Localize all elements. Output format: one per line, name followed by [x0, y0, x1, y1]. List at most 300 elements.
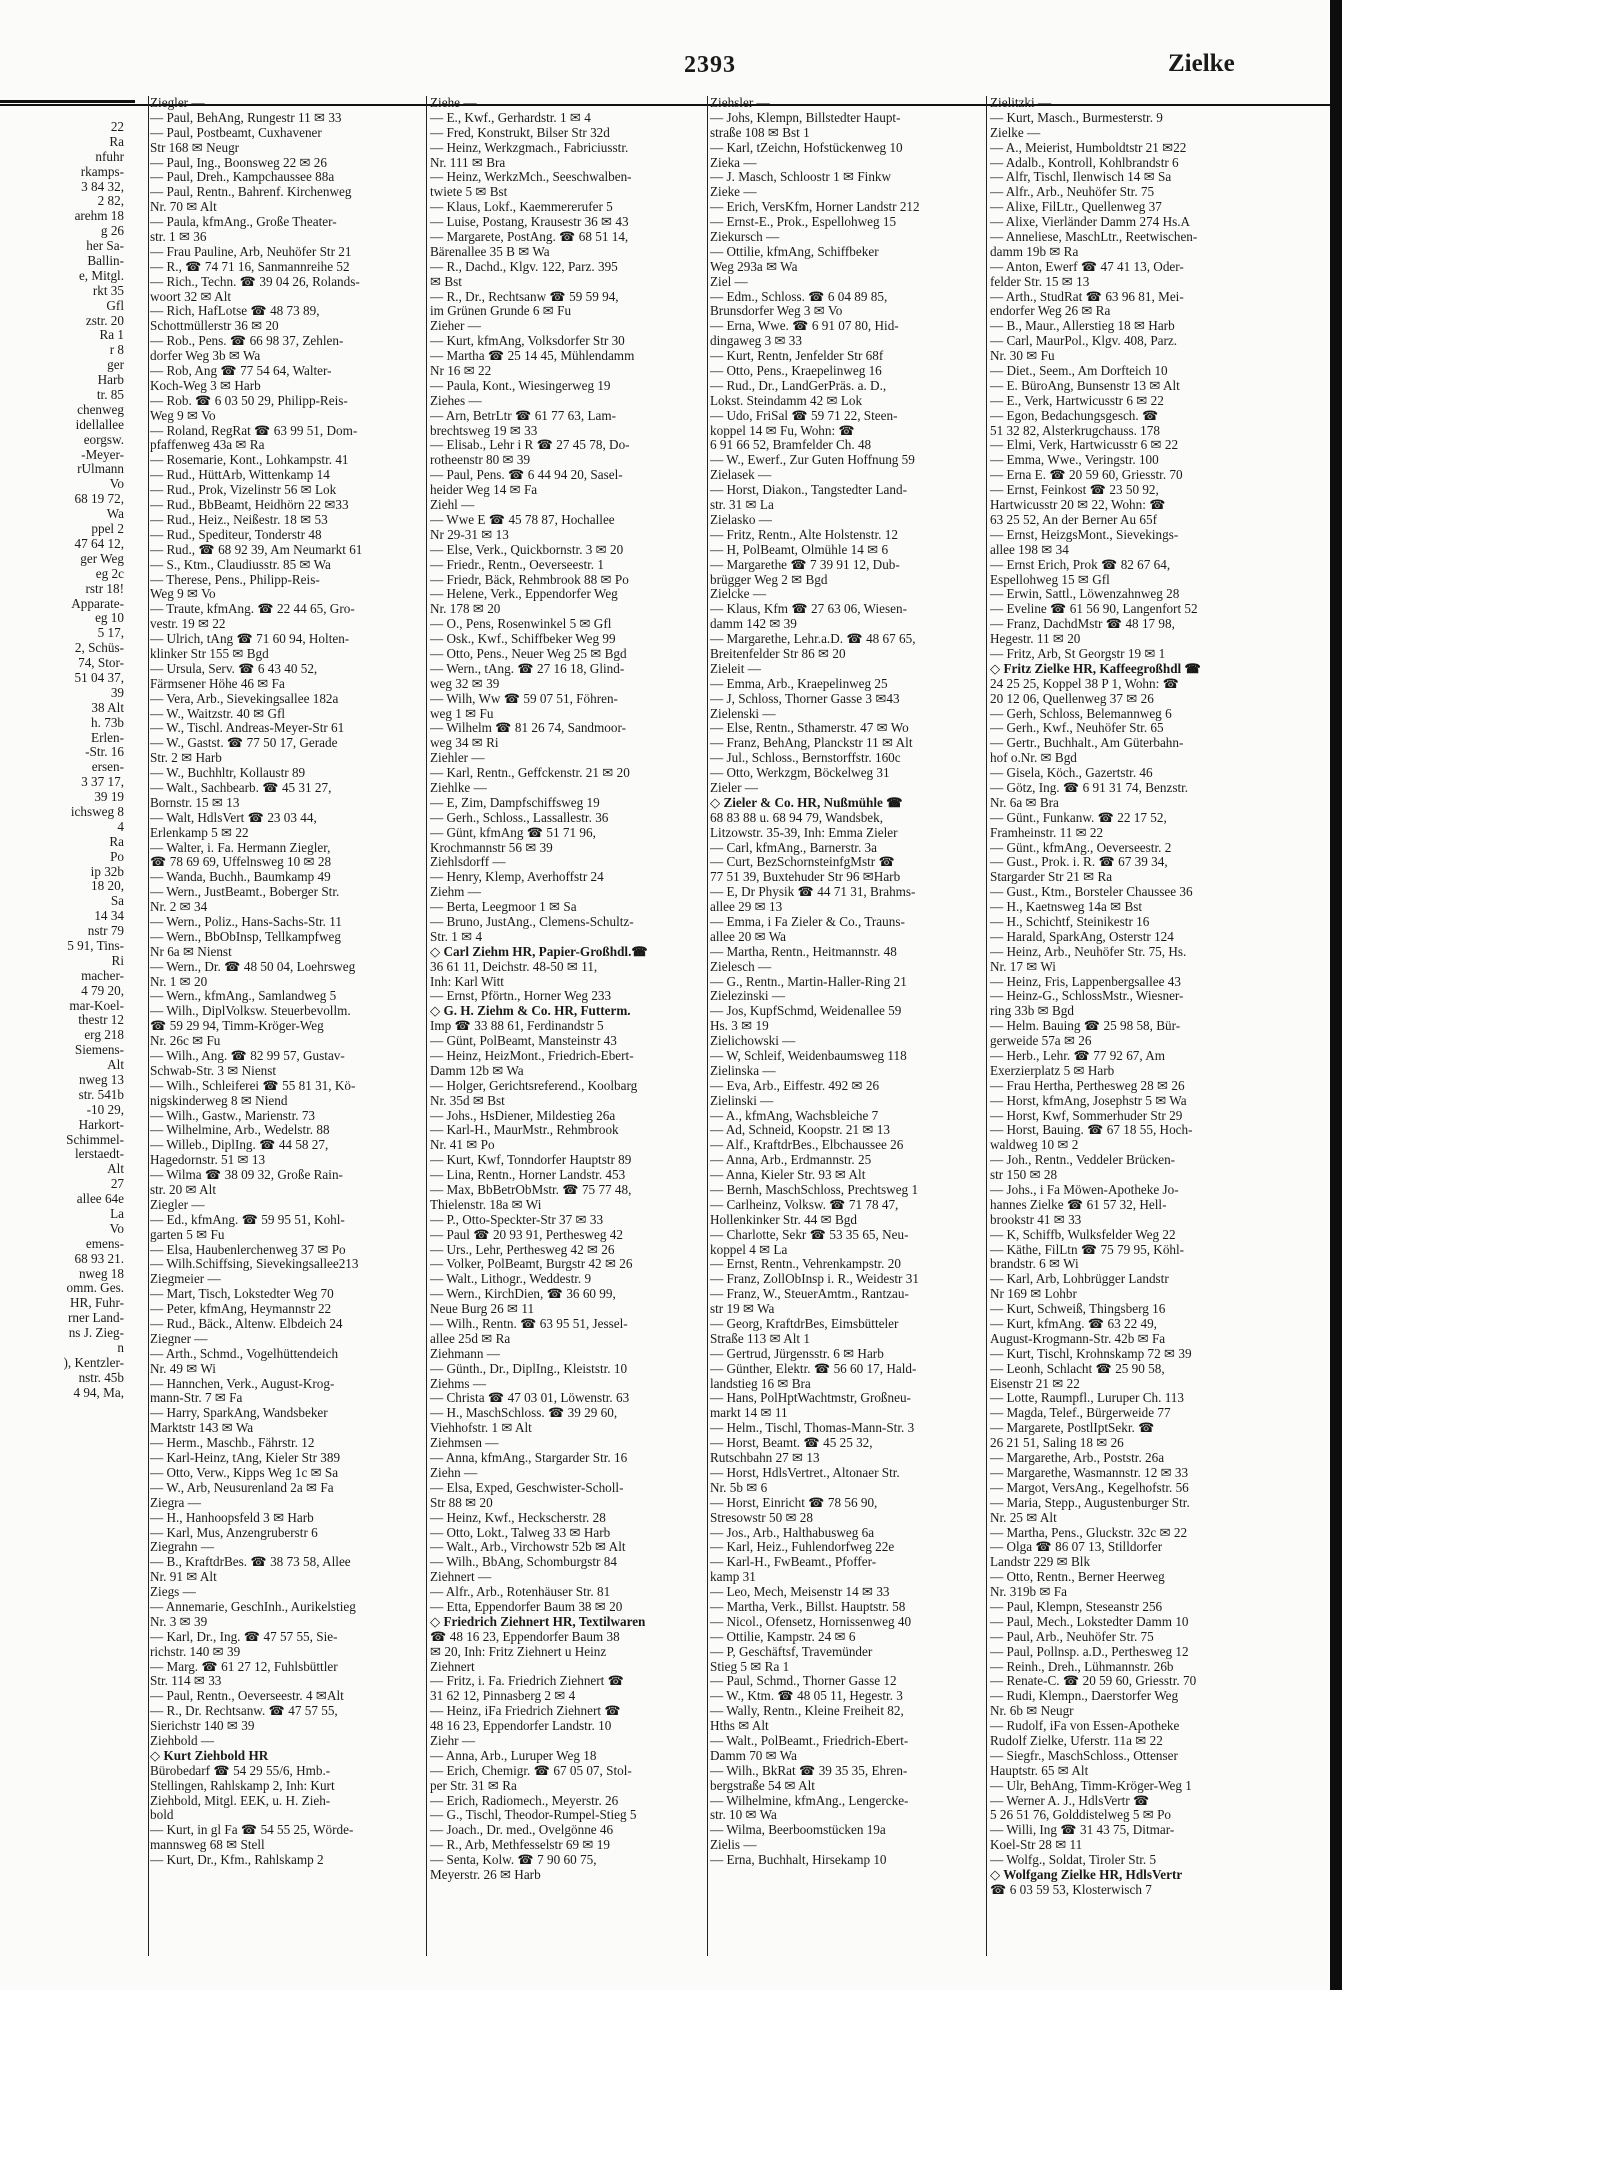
- directory-entry: — Margarethe, Lehr.a.D. ☎ 48 67 65,: [710, 631, 916, 647]
- directory-entry: — Karl-Heinz, tAng, Kieler Str 389: [150, 1450, 341, 1466]
- directory-entry: — Paula, kfmAng., Große Theater-: [150, 214, 337, 230]
- surname-heading: Zielenski —: [710, 705, 776, 721]
- directory-entry: — R., Arb, Methfesselstr 69 ✉ 19: [430, 1837, 610, 1853]
- directory-entry: Hauptstr. 65 ✉ Alt: [990, 1762, 1089, 1778]
- fragment-line: Harb: [97, 372, 124, 388]
- directory-entry: Erlenkamp 5 ✉ 22: [150, 824, 249, 840]
- fragment-line: Apparate-: [71, 595, 124, 611]
- fragment-line: 4 94, Ma,: [73, 1384, 124, 1400]
- fragment-line: nweg 18: [78, 1265, 124, 1281]
- directory-entry: — Paul, Rentn., Oeverseestr. 4 ✉Alt: [150, 1688, 344, 1704]
- directory-entry: — E, Dr Physik ☎ 44 71 31, Brahms-: [710, 884, 916, 900]
- directory-entry: — Ulr, BehAng, Timm-Kröger-Weg 1: [990, 1777, 1192, 1793]
- directory-entry: — Vera, Arb., Sievekingsallee 182a: [150, 690, 339, 706]
- directory-entry: Nr. 41 ✉ Po: [430, 1137, 495, 1153]
- directory-entry: — Ernst Erich, Prok ☎ 82 67 64,: [990, 556, 1171, 572]
- directory-entry: str 19 ✉ Wa: [710, 1301, 775, 1317]
- directory-entry: — Magda, Telef., Bürgerweide 77: [990, 1405, 1171, 1421]
- fragment-line: eg 2c: [95, 565, 124, 581]
- directory-entry: Hegestr. 11 ✉ 20: [990, 631, 1081, 647]
- fragment-line: idellallee: [75, 416, 124, 432]
- fragment-line: Sa: [110, 893, 124, 909]
- directory-entry: Nr. 3 ✉ 39: [150, 1613, 208, 1629]
- directory-entry: — Rud., Bäck., Altenw. Elbdeich 24: [150, 1316, 343, 1332]
- directory-entry: — G., Tischl, Theodor-Rumpel-Stieg 5: [430, 1807, 637, 1823]
- directory-entry: — Karl, tZeichn, Hofstückenweg 10: [710, 139, 903, 155]
- directory-entry: — Erwin, Sattl., Löwenzahnweg 28: [990, 586, 1180, 602]
- surname-heading: Ziegrahn —: [150, 1539, 215, 1555]
- directory-entry: markt 14 ✉ 11: [710, 1405, 788, 1421]
- surname-heading: Zielasek —: [710, 467, 772, 483]
- directory-entry: hof o.Nr. ✉ Bgd: [990, 750, 1077, 766]
- directory-entry: — Emma, Arb., Kraepelinweg 25: [710, 675, 888, 691]
- directory-entry: Damm 70 ✉ Wa: [710, 1747, 798, 1763]
- directory-entry: — Helm. Bauing ☎ 25 98 58, Bür-: [990, 1018, 1181, 1034]
- directory-entry: Koch-Weg 3 ✉ Harb: [150, 377, 261, 393]
- directory-entry: — Rud., Prok, Vizelinstr 56 ✉ Lok: [150, 482, 337, 498]
- directory-entry: — Paul ☎ 20 93 91, Perthesweg 42: [430, 1226, 623, 1242]
- fragment-line: mar-Koel-: [69, 997, 124, 1013]
- directory-entry: Viehhofstr. 1 ✉ Alt: [430, 1420, 532, 1436]
- directory-entry: 5 26 51 76, Golddistelweg 5 ✉ Po: [990, 1807, 1172, 1823]
- directory-entry: Neue Burg 26 ✉ 11: [430, 1301, 535, 1317]
- fragment-line: 51 04 37,: [74, 669, 124, 685]
- directory-entry: — Egon, Bedachungsgesch. ☎: [990, 407, 1159, 423]
- directory-entry: ring 33b ✉ Bgd: [990, 1003, 1074, 1019]
- directory-entry: — Horst, Einricht ☎ 78 56 90,: [710, 1494, 878, 1510]
- directory-entry: — R., Dachd., Klgv. 122, Parz. 395: [430, 258, 618, 274]
- fragment-line: ns J. Zieg-: [68, 1325, 124, 1341]
- directory-entry: kamp 31: [710, 1569, 756, 1585]
- directory-entry: ◇ G. H. Ziehm & Co. HR, Futterm.: [430, 1003, 631, 1019]
- directory-entry: — Horst, Beamt. ☎ 45 25 32,: [710, 1435, 873, 1451]
- directory-entry: — Otto, Verw., Kipps Weg 1c ✉ Sa: [150, 1464, 339, 1480]
- directory-entry: — Wilh., BbAng, Schomburgstr 84: [430, 1554, 617, 1570]
- directory-entry: — Karl, Dr., Ing. ☎ 47 57 55, Sie-: [150, 1628, 338, 1644]
- directory-entry: — Friedr, Bäck, Rehmbrook 88 ✉ Po: [430, 571, 629, 587]
- directory-entry: — Rud., HüttArb, Wittenkamp 14: [150, 467, 330, 483]
- directory-entry: — Klaus, Lokf., Kaemmererufer 5: [430, 199, 613, 215]
- directory-entry: Litzowstr. 35-39, Inh: Emma Zieler: [710, 824, 898, 840]
- directory-entry: — Ernst, Rentn., Vehrenkampstr. 20: [710, 1256, 901, 1272]
- directory-entry: damm 19b ✉ Ra: [990, 243, 1079, 259]
- directory-entry: — Karl-H., MaurMstr., Rehmbrook: [430, 1122, 619, 1138]
- directory-entry: Straße 113 ✉ Alt 1: [710, 1330, 810, 1346]
- directory-entry: dorfer Weg 3b ✉ Wa: [150, 348, 261, 364]
- fragment-line: 18 20,: [91, 878, 124, 894]
- directory-entry: — Kurt, Dr., Kfm., Rahlskamp 2: [150, 1852, 324, 1868]
- directory-entry: — Walt., Arb., Virchowstr 52b ✉ Alt: [430, 1539, 626, 1555]
- directory-entry: — Franz, W., SteuerAmtm., Rantzau-: [710, 1286, 909, 1302]
- surname-heading: Ziel —: [710, 273, 748, 289]
- surname-heading: Ziegs —: [150, 1584, 196, 1600]
- fragment-line: 2 82,: [97, 193, 124, 209]
- directory-entry: — Kurt, Rentn, Jenfelder Str 68f: [710, 348, 884, 364]
- fragment-line: 74, Stor-: [78, 655, 124, 671]
- directory-entry: — Frau Pauline, Arb, Neuhöfer Str 21: [150, 243, 352, 259]
- directory-entry: ◇ Carl Ziehm HR, Papier-Großhdl.☎: [430, 943, 648, 959]
- directory-entry: Nr. 17 ✉ Wi: [990, 958, 1056, 974]
- fragment-line: allee 64e: [76, 1191, 124, 1207]
- page-edge-shadow: [1330, 0, 1342, 1990]
- fragment-line: tr. 85: [96, 387, 124, 403]
- fragment-line: Alt: [107, 1161, 124, 1177]
- directory-entry: — W., Buchhltr, Kollaustr 89: [150, 765, 306, 781]
- directory-entry: vestr. 19 ✉ 22: [150, 616, 226, 632]
- directory-entry: — Georg, KraftdrBes, Eimsbütteler: [710, 1316, 899, 1332]
- directory-entry: — Curt, BezSchornsteinfgMstr ☎: [710, 854, 895, 870]
- directory-entry: — Ottilie, kfmAng, Schiffbeker: [710, 243, 879, 259]
- directory-entry: — Ulrich, tAng ☎ 71 60 94, Holten-: [150, 631, 350, 647]
- directory-entry: Nr. 5b ✉ 6: [710, 1479, 768, 1495]
- directory-entry: — Wwe E ☎ 45 78 87, Hochallee: [430, 511, 615, 527]
- fragment-line: rner Land-: [67, 1310, 124, 1326]
- directory-entry: ☎ 78 69 69, Uffelnsweg 10 ✉ 28: [150, 854, 332, 870]
- fragment-line: ppel 2: [91, 521, 124, 537]
- directory-entry: — Leonh, Schlacht ☎ 25 90 58,: [990, 1360, 1165, 1376]
- fragment-line: 68 93 21.: [74, 1250, 124, 1266]
- directory-entry: Rutschbahn 27 ✉ 13: [710, 1450, 820, 1466]
- directory-entry: Stargarder Str 21 ✉ Ra: [990, 869, 1113, 885]
- directory-entry: — Hans, PolHptWachtmstr, Großneu-: [710, 1390, 911, 1406]
- directory-entry: pfaffenweg 43a ✉ Ra: [150, 437, 265, 453]
- directory-entry: — J. Masch, Schloostr 1 ✉ Finkw: [710, 169, 892, 185]
- directory-entry: — W., Arb, Neusurenland 2a ✉ Fa: [150, 1479, 334, 1495]
- directory-entry: — Edm., Schloss. ☎ 6 04 89 85,: [710, 288, 888, 304]
- fragment-line: Harkort-: [78, 1116, 124, 1132]
- fragment-line: Siemens-: [74, 1042, 124, 1058]
- fragment-line: HR, Fuhr-: [70, 1295, 124, 1311]
- directory-entry: — Heinz, HeizMont., Friedrich-Ebert-: [430, 1048, 634, 1063]
- directory-entry: 63 25 52, An der Berner Au 65f: [990, 511, 1158, 527]
- directory-entry: — Arn, BetrLtr ☎ 61 77 63, Lam-: [430, 407, 617, 423]
- directory-entry: — Gertr., Buchhalt., Am Güterbahn-: [990, 735, 1184, 751]
- fragment-line: Ra: [109, 833, 124, 849]
- directory-entry: — Elsa, Exped, Geschwister-Scholl-: [430, 1479, 624, 1495]
- directory-entry: str. 10 ✉ Wa: [710, 1807, 777, 1823]
- directory-entry: Espellohweg 15 ✉ Gfl: [990, 571, 1110, 587]
- directory-entry: — Henry, Klemp, Averhoffstr 24: [430, 869, 604, 885]
- surname-heading: Zielasko —: [710, 511, 772, 527]
- directory-entry: — J, Schloss, Thorner Gasse 3 ✉43: [710, 690, 900, 706]
- directory-entry: Str. 114 ✉ 33: [150, 1673, 222, 1689]
- directory-entry: — Walt., Lithogr., Weddestr. 9: [430, 1271, 592, 1287]
- directory-entry: waldweg 10 ✉ 2: [990, 1137, 1079, 1153]
- directory-entry: — Horst, Kwf, Sommerhuder Str 29: [990, 1107, 1183, 1123]
- directory-entry: — W., Gastst. ☎ 77 50 17, Gerade: [150, 735, 338, 751]
- directory-entry: — Gisela, Köch., Gazertstr. 46: [990, 765, 1153, 781]
- directory-entry: 77 51 39, Buxtehuder Str 96 ✉Harb: [710, 869, 901, 885]
- directory-entry: — Harald, SparkAng, Osterstr 124: [990, 928, 1174, 944]
- directory-entry: 51 32 82, Alsterkrugchauss. 178: [990, 422, 1160, 438]
- directory-entry: — Rob. ☎ 6 03 50 29, Philipp-Reis-: [150, 392, 348, 408]
- directory-entry: Str 168 ✉ Neugr: [150, 139, 240, 155]
- fragment-line: ersen-: [91, 759, 124, 775]
- fragment-line: -10 29,: [86, 1101, 124, 1117]
- surname-heading: Ziekursch —: [710, 229, 780, 245]
- directory-entry: — Alixe, Vierländer Damm 274 Hs.A: [990, 214, 1191, 230]
- surname-heading: Zielitzki —: [990, 96, 1052, 110]
- directory-entry: str. 1 ✉ 36: [150, 229, 207, 245]
- directory-entry: — Anna, Arb., Erdmannstr. 25: [710, 1152, 872, 1168]
- directory-entry: — Margarethe ☎ 7 39 91 12, Dub-: [710, 556, 900, 572]
- directory-entry: woort 32 ✉ Alt: [150, 288, 232, 304]
- directory-entry: — Bruno, JustAng., Clemens-Schultz-: [430, 913, 634, 929]
- directory-entry: Ziehnert: [430, 1658, 475, 1674]
- fragment-line: g 26: [100, 223, 124, 239]
- directory-entry: — Lotte, Raumpfl., Luruper Ch. 113: [990, 1390, 1184, 1406]
- directory-entry: — Arth., Schmd., Vogelhüttendeich: [150, 1345, 339, 1361]
- directory-entry: weg 32 ✉ 39: [430, 675, 500, 691]
- directory-entry: — Johs., i Fa Möwen-Apotheke Jo-: [990, 1182, 1179, 1198]
- directory-entry: — Elsa, Haubenlerchenweg 37 ✉ Po: [150, 1241, 346, 1257]
- directory-entry: straße 108 ✉ Bst 1: [710, 124, 810, 140]
- directory-entry: Hagedornstr. 51 ✉ 13: [150, 1152, 266, 1168]
- directory-entry: — Elisab., Lehr i R ☎ 27 45 78, Do-: [430, 437, 630, 453]
- fragment-line: str. 541b: [78, 1086, 124, 1102]
- column-divider: [148, 96, 149, 1956]
- fragment-line: 27: [110, 1176, 124, 1192]
- directory-entry: — W., Tischl. Andreas-Meyer-Str 61: [150, 720, 345, 736]
- column-divider: [426, 96, 427, 1956]
- directory-entry: Nr. 2 ✉ 34: [150, 899, 208, 915]
- directory-entry: — Heinz, WerkzMch., Seeschwalben-: [430, 169, 632, 185]
- directory-entry: Bornstr. 15 ✉ 13: [150, 794, 240, 810]
- directory-entry: — Herm., Maschb., Fährstr. 12: [150, 1435, 315, 1451]
- directory-entry: ◇ Fritz Zielke HR, Kaffeegroßhdl ☎: [990, 660, 1201, 676]
- surname-heading: Ziegler —: [150, 1196, 205, 1212]
- directory-entry: — Ed., kfmAng. ☎ 59 95 51, Kohl-: [150, 1211, 345, 1227]
- directory-entry: Meyerstr. 26 ✉ Harb: [430, 1866, 541, 1882]
- directory-entry: — Erna E. ☎ 20 59 60, Griesstr. 70: [990, 467, 1183, 483]
- fragment-line: Ballin-: [87, 253, 124, 269]
- directory-entry: — Annemarie, GeschInh., Aurikelstieg: [150, 1598, 356, 1614]
- directory-entry: — E., Kwf., Gerhardstr. 1 ✉ 4: [430, 109, 591, 125]
- directory-entry: — Kurt, kfmAng. ☎ 63 22 49,: [990, 1316, 1157, 1332]
- directory-entry: — Alfr., Arb., Rotenhäuser Str. 81: [430, 1584, 611, 1600]
- directory-entry: — S., Ktm., Claudiusstr. 85 ✉ Wa: [150, 556, 331, 572]
- fragment-line: emens-: [85, 1235, 124, 1251]
- directory-entry: Nr 6a ✉ Nienst: [150, 943, 232, 959]
- directory-entry: — Jos., Arb., Halthabusweg 6a: [710, 1524, 875, 1540]
- directory-entry: — Günth., Dr., DiplIng., Kleiststr. 10: [430, 1360, 628, 1376]
- surname-heading: Zielinski —: [710, 1092, 774, 1108]
- directory-entry: — Jos, KupfSchmd, Weidenallee 59: [710, 1003, 902, 1019]
- directory-entry: Färmsener Höhe 46 ✉ Fa: [150, 675, 285, 691]
- directory-entry: — Günt, kfmAng ☎ 51 71 96,: [430, 824, 596, 840]
- directory-entry: 6 91 66 52, Bramfelder Ch. 48: [710, 437, 872, 453]
- column-1: [150, 96, 424, 1868]
- directory-entry: — Kurt, kfmAng, Volksdorfer Str 30: [430, 333, 625, 349]
- directory-entry: — Walter, i. Fa. Hermann Ziegler,: [150, 839, 331, 855]
- directory-entry: Weg 9 ✉ Vo: [150, 586, 216, 602]
- directory-entry: — Walt., Sachbearb. ☎ 45 31 27,: [150, 779, 332, 795]
- fragment-line: 39 19: [94, 789, 124, 805]
- directory-entry: — Wilhelmine, kfmAng., Lengercke-: [710, 1792, 909, 1808]
- directory-entry: — Paula, Kont., Wiesingerweg 19: [430, 377, 611, 393]
- directory-entry: — Wilma ☎ 38 09 32, Große Rain-: [150, 1167, 343, 1183]
- directory-entry: — Friedr., Rentn., Oeverseestr. 1: [430, 556, 604, 572]
- directory-entry: — Fritz, Arb, St Georgstr 19 ✉ 1: [990, 645, 1166, 661]
- surname-heading: Ziehsler —: [710, 96, 770, 110]
- directory-entry: — Udo, FriSal ☎ 59 71 22, Steen-: [710, 407, 898, 423]
- directory-entry: — Alixe, FilLtr., Quellenweg 37: [990, 199, 1162, 215]
- fragment-line: 14 34: [94, 908, 124, 924]
- directory-entry: Nr. 25 ✉ Alt: [990, 1509, 1057, 1525]
- surname-heading: Ziehlke —: [430, 779, 487, 795]
- directory-entry: — Franz, BehAng, Planckstr 11 ✉ Alt: [710, 735, 913, 751]
- fragment-line: 5 17,: [97, 625, 124, 641]
- surname-heading: Ziehmsen —: [430, 1435, 499, 1451]
- surname-heading: Ziehms —: [430, 1375, 487, 1391]
- directory-entry: 20 12 06, Quellenweg 37 ✉ 26: [990, 690, 1154, 706]
- directory-entry: — Wilh., Schleiferei ☎ 55 81 31, Kö-: [150, 1077, 356, 1093]
- directory-entry: — Osk., Kwf., Schiffbeker Weg 99: [430, 631, 616, 647]
- directory-entry: — Johs, Klempn, Billstedter Haupt-: [710, 109, 901, 125]
- directory-entry: — Peter, kfmAng, Heymannstr 22: [150, 1301, 332, 1317]
- directory-entry: ✉ 20, Inh: Fritz Ziehnert u Heinz: [430, 1643, 607, 1659]
- directory-entry: — Wilh., Ang. ☎ 82 99 57, Gustav-: [150, 1048, 345, 1063]
- directory-entry: — Paul, Schmd., Thorner Gasse 12: [710, 1673, 897, 1689]
- directory-entry: — Rud., ☎ 68 92 39, Am Neumarkt 61: [150, 541, 363, 557]
- fragment-line: rstr 18!: [85, 580, 124, 596]
- directory-entry: — P., Otto-Speckter-Str 37 ✉ 33: [430, 1211, 604, 1227]
- directory-entry: — Paul, Postbeamt, Cuxhavener: [150, 124, 322, 140]
- directory-entry: 26 21 51, Saling 18 ✉ 26: [990, 1435, 1124, 1451]
- directory-entry: — Kurt, Tischl, Krohnskamp 72 ✉ 39: [990, 1345, 1192, 1361]
- directory-entry: — Horst, Bauing. ☎ 67 18 55, Hoch-: [990, 1122, 1193, 1138]
- directory-entry: twiete 5 ✉ Bst: [430, 184, 508, 200]
- fragment-line: Ra 1: [99, 327, 124, 343]
- directory-entry: mannsweg 68 ✉ Stell: [150, 1837, 265, 1853]
- directory-entry: — Fritz, Rentn., Alte Holstenstr. 12: [710, 526, 898, 542]
- directory-entry: — Willeb., DiplIng. ☎ 44 58 27,: [150, 1137, 329, 1153]
- directory-entry: — Karl-H., FwBeamt., Pfoffer-: [710, 1554, 877, 1570]
- directory-entry: — Günther, Elektr. ☎ 56 60 17, Hald-: [710, 1360, 917, 1376]
- fragment-line: 3 84 32,: [81, 178, 124, 194]
- directory-entry: — Margarete, PostlIptSekr. ☎: [990, 1420, 1155, 1436]
- fragment-line: 38 Alt: [91, 699, 124, 715]
- directory-entry: brookstr 41 ✉ 33: [990, 1211, 1082, 1227]
- directory-entry: — Franz, ZollObInsp i. R., Weidestr 31: [710, 1271, 919, 1287]
- fragment-line: Erlen-: [91, 729, 124, 745]
- directory-entry: — Rud., Dr., LandGerPräs. a. D.,: [710, 377, 887, 393]
- directory-entry: — Margarethe, Wasmannstr. 12 ✉ 33: [990, 1464, 1189, 1480]
- fragment-line: macher-: [81, 967, 124, 983]
- directory-entry: Str. 1 ✉ 4: [430, 928, 483, 944]
- directory-entry: — Gerh., Schloss., Lassallestr. 36: [430, 809, 609, 825]
- directory-entry: — Anna, kfmAng., Stargarder Str. 16: [430, 1450, 628, 1466]
- directory-entry: Brunsdorfer Weg 3 ✉ Vo: [710, 303, 843, 319]
- directory-entry: Krochmannstr 56 ✉ 39: [430, 839, 553, 855]
- directory-entry: — E., Verk, Hartwicusstr 6 ✉ 22: [990, 392, 1164, 408]
- fragment-line: 39: [110, 684, 124, 700]
- directory-entry: Bärenallee 35 B ✉ Wa: [430, 243, 550, 259]
- directory-entry: — R., Dr. Rechtsanw. ☎ 47 57 55,: [150, 1703, 338, 1719]
- directory-entry: im Grünen Grunde 6 ✉ Fu: [430, 303, 572, 319]
- directory-entry: allee 20 ✉ Wa: [710, 928, 787, 944]
- directory-entry: weg 34 ✉ Ri: [430, 735, 499, 751]
- directory-entry: Weg 9 ✉ Vo: [150, 407, 216, 423]
- directory-entry: — H., MaschSchloss. ☎ 39 29 60,: [430, 1405, 618, 1421]
- directory-entry: — Holger, Gerichtsreferend., Koolbarg: [430, 1077, 638, 1093]
- directory-entry: — Leo, Mech, Meisenstr 14 ✉ 33: [710, 1584, 890, 1600]
- directory-entry: weg 1 ✉ Fu: [430, 705, 494, 721]
- directory-entry: Stresowstr 50 ✉ 28: [710, 1509, 813, 1525]
- directory-entry: — G., Rentn., Martin-Haller-Ring 21: [710, 973, 907, 989]
- fragment-line: Vo: [109, 1220, 124, 1236]
- directory-entry: — Ad, Schneid, Koopstr. 21 ✉ 13: [710, 1122, 890, 1138]
- directory-entry: brandstr. 6 ✉ Wi: [990, 1256, 1079, 1272]
- page-number: 2393: [684, 52, 736, 78]
- directory-entry: — Otto, Rentn., Berner Heerweg: [990, 1569, 1165, 1585]
- fragment-line: her Sa-: [86, 238, 124, 254]
- directory-entry: str 150 ✉ 28: [990, 1167, 1058, 1183]
- directory-entry: — Otto, Lokt., Talweg 33 ✉ Harb: [430, 1524, 611, 1540]
- directory-entry: — Wilh., Gastw., Marienstr. 73: [150, 1107, 316, 1123]
- directory-entry: — Klaus, Kfm ☎ 27 63 06, Wiesen-: [710, 601, 907, 617]
- directory-entry: — Wern., Dr. ☎ 48 50 04, Loehrsweg: [150, 958, 356, 974]
- directory-entry: allee 198 ✉ 34: [990, 541, 1069, 557]
- fragment-line: rkamps-: [80, 163, 124, 179]
- fragment-line: 68 19 72,: [74, 491, 124, 507]
- directory-entry: Nr. 91 ✉ Alt: [150, 1569, 217, 1585]
- surname-heading: Zielesch —: [710, 958, 772, 974]
- column-divider: [986, 96, 987, 1956]
- directory-entry: — Rud., Spediteur, Tonderstr 48: [150, 526, 322, 542]
- directory-entry: — Willi, Ing ☎ 31 43 75, Ditmar-: [990, 1822, 1175, 1838]
- column-2: [430, 96, 704, 1883]
- directory-entry: endorfer Weg 26 ✉ Ra: [990, 303, 1111, 319]
- directory-entry: — Carl, kfmAng., Barnerstr. 3a: [710, 839, 878, 855]
- surname-heading: Ziehm —: [430, 884, 481, 900]
- directory-entry: — Emma, Wwe., Veringstr. 100: [990, 452, 1159, 468]
- directory-entry: — Carl, MaurPol., Klgv. 408, Parz.: [990, 333, 1178, 349]
- directory-entry: Marktstr 143 ✉ Wa: [150, 1420, 254, 1436]
- directory-entry: — Marg. ☎ 61 27 12, Fuhlsbüttler: [150, 1658, 338, 1674]
- directory-entry: — Ernst, Pförtn., Horner Weg 233: [430, 988, 612, 1004]
- surname-heading: Ziehe —: [430, 96, 477, 110]
- directory-entry: — Nicol., Ofensetz, Hornissenweg 40: [710, 1613, 912, 1629]
- surname-heading: Zieleit —: [710, 660, 761, 676]
- directory-entry: brechtsweg 19 ✉ 33: [430, 422, 538, 438]
- directory-entry: — Rich, HafLotse ☎ 48 73 89,: [150, 303, 320, 319]
- directory-entry: — Rich., Techn. ☎ 39 04 26, Rolands-: [150, 273, 360, 289]
- directory-entry: — Kurt, Masch., Burmesterstr. 9: [990, 109, 1163, 125]
- fragment-line: -Meyer-: [81, 446, 124, 462]
- directory-entry: — Martha, Pens., Gluckstr. 32c ✉ 22: [990, 1524, 1188, 1540]
- directory-entry: — Traute, kfmAng. ☎ 22 44 65, Gro-: [150, 601, 355, 617]
- directory-entry: Schottmüllerstr 36 ✉ 20: [150, 318, 279, 334]
- directory-entry: — Otto, Werkzgm, Böckelweg 31: [710, 765, 890, 781]
- directory-entry: Schwab-Str. 3 ✉ Nienst: [150, 1062, 277, 1078]
- surname-heading: Zielezinski —: [710, 988, 786, 1004]
- directory-entry: allee 29 ✉ 13: [710, 899, 783, 915]
- directory-entry: — Paul, Arb., Neuhöfer Str. 75: [990, 1628, 1154, 1644]
- directory-entry: August-Krogmann-Str. 42b ✉ Fa: [990, 1330, 1166, 1346]
- directory-entry: — Kurt, Kwf, Tonndorfer Hauptstr 89: [430, 1152, 632, 1168]
- directory-entry: felder Str. 15 ✉ 13: [990, 273, 1090, 289]
- directory-entry: — Erich, Chemigr. ☎ 67 05 07, Stol-: [430, 1762, 632, 1778]
- surname-heading: Zielke —: [990, 124, 1041, 140]
- directory-entry: — Alf., KraftdrBes., Elbchaussee 26: [710, 1137, 904, 1153]
- directory-entry: — Günt, PolBeamt, Mansteinstr 43: [430, 1033, 617, 1049]
- directory-entry: Imp ☎ 33 88 61, Ferdinandstr 5: [430, 1018, 604, 1034]
- directory-entry: — E. BüroAng, Bunsenstr 13 ✉ Alt: [990, 377, 1180, 393]
- directory-entry: — Olga ☎ 86 07 13, Stilldorfer: [990, 1539, 1163, 1555]
- directory-entry: — Hannchen, Verk., August-Krog-: [150, 1375, 335, 1391]
- fragment-line: ip 32b: [90, 863, 124, 879]
